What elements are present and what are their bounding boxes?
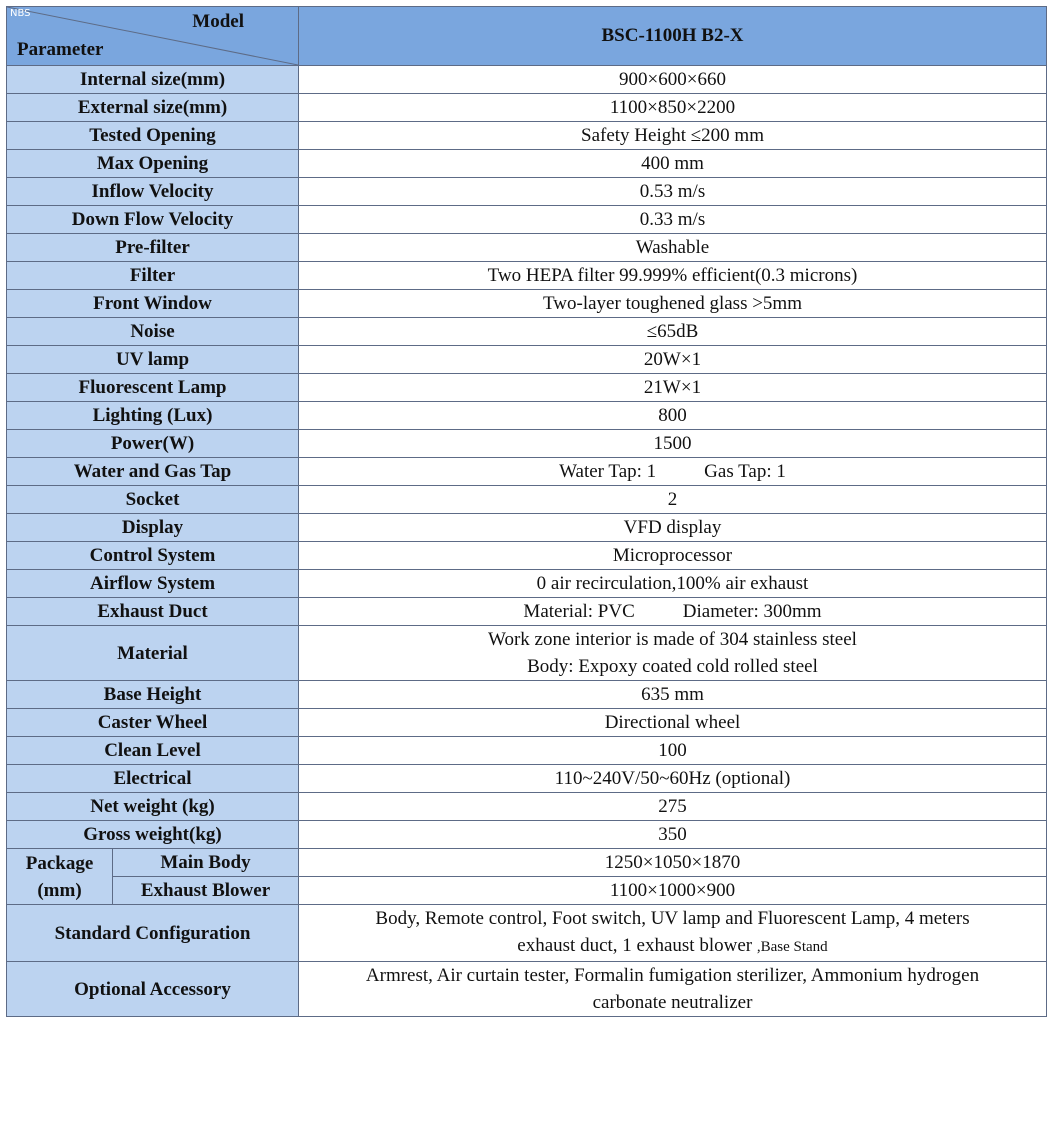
param-value: Safety Height ≤200 mm: [299, 122, 1047, 150]
standard-configuration-row: [7, 905, 1047, 962]
table-row: [7, 709, 1047, 737]
param-label: UV lamp: [7, 346, 299, 374]
table-row: [7, 94, 1047, 122]
param-value: 1100×850×2200: [299, 94, 1047, 122]
table-row: [7, 318, 1047, 346]
param-label: Power(W): [7, 430, 299, 458]
material-line-2: Body: Expoxy coated cold rolled steel: [527, 656, 818, 677]
standard-configuration-line-1: Body, Remote control, Foot switch, UV lamp and Fluorescent Lamp, 4 meters: [375, 908, 970, 929]
param-value: 0 air recirculation,100% air exhaust: [299, 570, 1047, 598]
param-label: Caster Wheel: [7, 709, 299, 737]
standard-configuration-label: Standard Configuration: [7, 905, 299, 962]
package-label-line-2: (mm): [37, 879, 82, 901]
param-label: Base Height: [7, 681, 299, 709]
param-label: External size(mm): [7, 94, 299, 122]
table-row: [7, 346, 1047, 374]
param-label: Lighting (Lux): [7, 402, 299, 430]
param-value: 0.53 m/s: [299, 178, 1047, 206]
table-row: [7, 458, 1047, 486]
gas-tap-value: Gas Tap: 1: [704, 461, 786, 482]
param-value: Directional wheel: [299, 709, 1047, 737]
table-row: [7, 262, 1047, 290]
param-label: Inflow Velocity: [7, 178, 299, 206]
water-tap-value: Water Tap: 1: [559, 461, 657, 482]
param-value: Two-layer toughened glass >5mm: [299, 290, 1047, 318]
param-label: Down Flow Velocity: [7, 206, 299, 234]
param-value-multiline: [299, 626, 1047, 681]
param-value: 400 mm: [299, 150, 1047, 178]
main-body-label: Main Body: [113, 849, 299, 877]
table-row: [7, 626, 1047, 681]
exhaust-blower-value: 1100×1000×900: [299, 877, 1047, 905]
param-value: 900×600×660: [299, 66, 1047, 94]
param-label: Pre-filter: [7, 234, 299, 262]
param-label: Airflow System: [7, 570, 299, 598]
package-label: [7, 849, 113, 905]
table-row: [7, 486, 1047, 514]
param-value: 635 mm: [299, 681, 1047, 709]
table-row: [7, 374, 1047, 402]
param-label: Tested Opening: [7, 122, 299, 150]
table-row: [7, 430, 1047, 458]
optional-accessory-line-1: Armrest, Air curtain tester, Formalin fumigation sterilizer, Ammonium hydrogen: [365, 965, 980, 986]
table-row: [7, 234, 1047, 262]
material-line-1: Work zone interior is made of 304 stainless steel: [488, 629, 857, 650]
param-value: 800: [299, 402, 1047, 430]
standard-configuration-line-2: [305, 932, 1040, 961]
param-label: Electrical: [7, 765, 299, 793]
duct-material-value: Material: PVC: [523, 601, 635, 622]
param-label: Front Window: [7, 290, 299, 318]
optional-accessory-row: [7, 962, 1047, 1017]
param-label: Net weight (kg): [7, 793, 299, 821]
param-label: Exhaust Duct: [7, 598, 299, 626]
param-label: Noise: [7, 318, 299, 346]
param-label: Clean Level: [7, 737, 299, 765]
optional-accessory-label: Optional Accessory: [7, 962, 299, 1017]
param-value: 0.33 m/s: [299, 206, 1047, 234]
param-label: Socket: [7, 486, 299, 514]
param-value: ≤65dB: [299, 318, 1047, 346]
model-name-cell: [299, 7, 1047, 66]
model-header-label: Model: [192, 11, 244, 32]
standard-configuration-line-2-text: exhaust duct, 1 exhaust blower: [517, 935, 753, 956]
param-label: Internal size(mm): [7, 66, 299, 94]
package-row-exhaust-blower: [7, 877, 1047, 905]
param-value: 100: [299, 737, 1047, 765]
param-label: Display: [7, 514, 299, 542]
param-value: Microprocessor: [299, 542, 1047, 570]
parameter-header-label: Parameter: [17, 39, 104, 60]
optional-accessory-value: [299, 962, 1047, 1017]
param-value: 20W×1: [299, 346, 1047, 374]
param-label: Fluorescent Lamp: [7, 374, 299, 402]
param-label: Water and Gas Tap: [7, 458, 299, 486]
table-row: [7, 737, 1047, 765]
standard-configuration-value: [299, 905, 1047, 962]
base-stand-note: ,Base Stand: [756, 939, 828, 955]
table-row: [7, 150, 1047, 178]
table-row: [7, 793, 1047, 821]
table-row: [7, 681, 1047, 709]
header-corner-cell: [7, 7, 299, 66]
param-value: 1500: [299, 430, 1047, 458]
table-row: [7, 66, 1047, 94]
param-value: Washable: [299, 234, 1047, 262]
table-row: [7, 122, 1047, 150]
param-label: Control System: [7, 542, 299, 570]
param-value: Two HEPA filter 99.999% efficient(0.3 microns): [299, 262, 1047, 290]
table-row: [7, 290, 1047, 318]
brand-logo: NBS: [10, 8, 31, 19]
param-label: Filter: [7, 262, 299, 290]
table-row: [7, 821, 1047, 849]
package-row-main-body: [7, 849, 1047, 877]
param-value: 350: [299, 821, 1047, 849]
param-value: 2: [299, 486, 1047, 514]
param-label: Material: [7, 626, 299, 681]
param-value-pair: [299, 598, 1047, 626]
header-row: [7, 7, 1047, 66]
param-value: 21W×1: [299, 374, 1047, 402]
param-label: Gross weight(kg): [7, 821, 299, 849]
spec-table: [6, 6, 1047, 1017]
param-value-pair: [299, 458, 1047, 486]
table-row: [7, 514, 1047, 542]
model-name: BSC-1100H B2-X: [601, 25, 744, 46]
duct-diameter-value: Diameter: 300mm: [682, 601, 822, 622]
exhaust-blower-label: Exhaust Blower: [113, 877, 299, 905]
optional-accessory-line-2: carbonate neutralizer: [592, 992, 753, 1013]
param-value: 110~240V/50~60Hz (optional): [299, 765, 1047, 793]
param-value: VFD display: [299, 514, 1047, 542]
table-row: [7, 765, 1047, 793]
param-label: Max Opening: [7, 150, 299, 178]
table-row: [7, 542, 1047, 570]
table-row: [7, 598, 1047, 626]
main-body-value: 1250×1050×1870: [299, 849, 1047, 877]
table-row: [7, 402, 1047, 430]
table-row: [7, 570, 1047, 598]
package-label-line-1: Package: [25, 852, 94, 874]
table-row: [7, 206, 1047, 234]
param-value: 275: [299, 793, 1047, 821]
table-row: [7, 178, 1047, 206]
